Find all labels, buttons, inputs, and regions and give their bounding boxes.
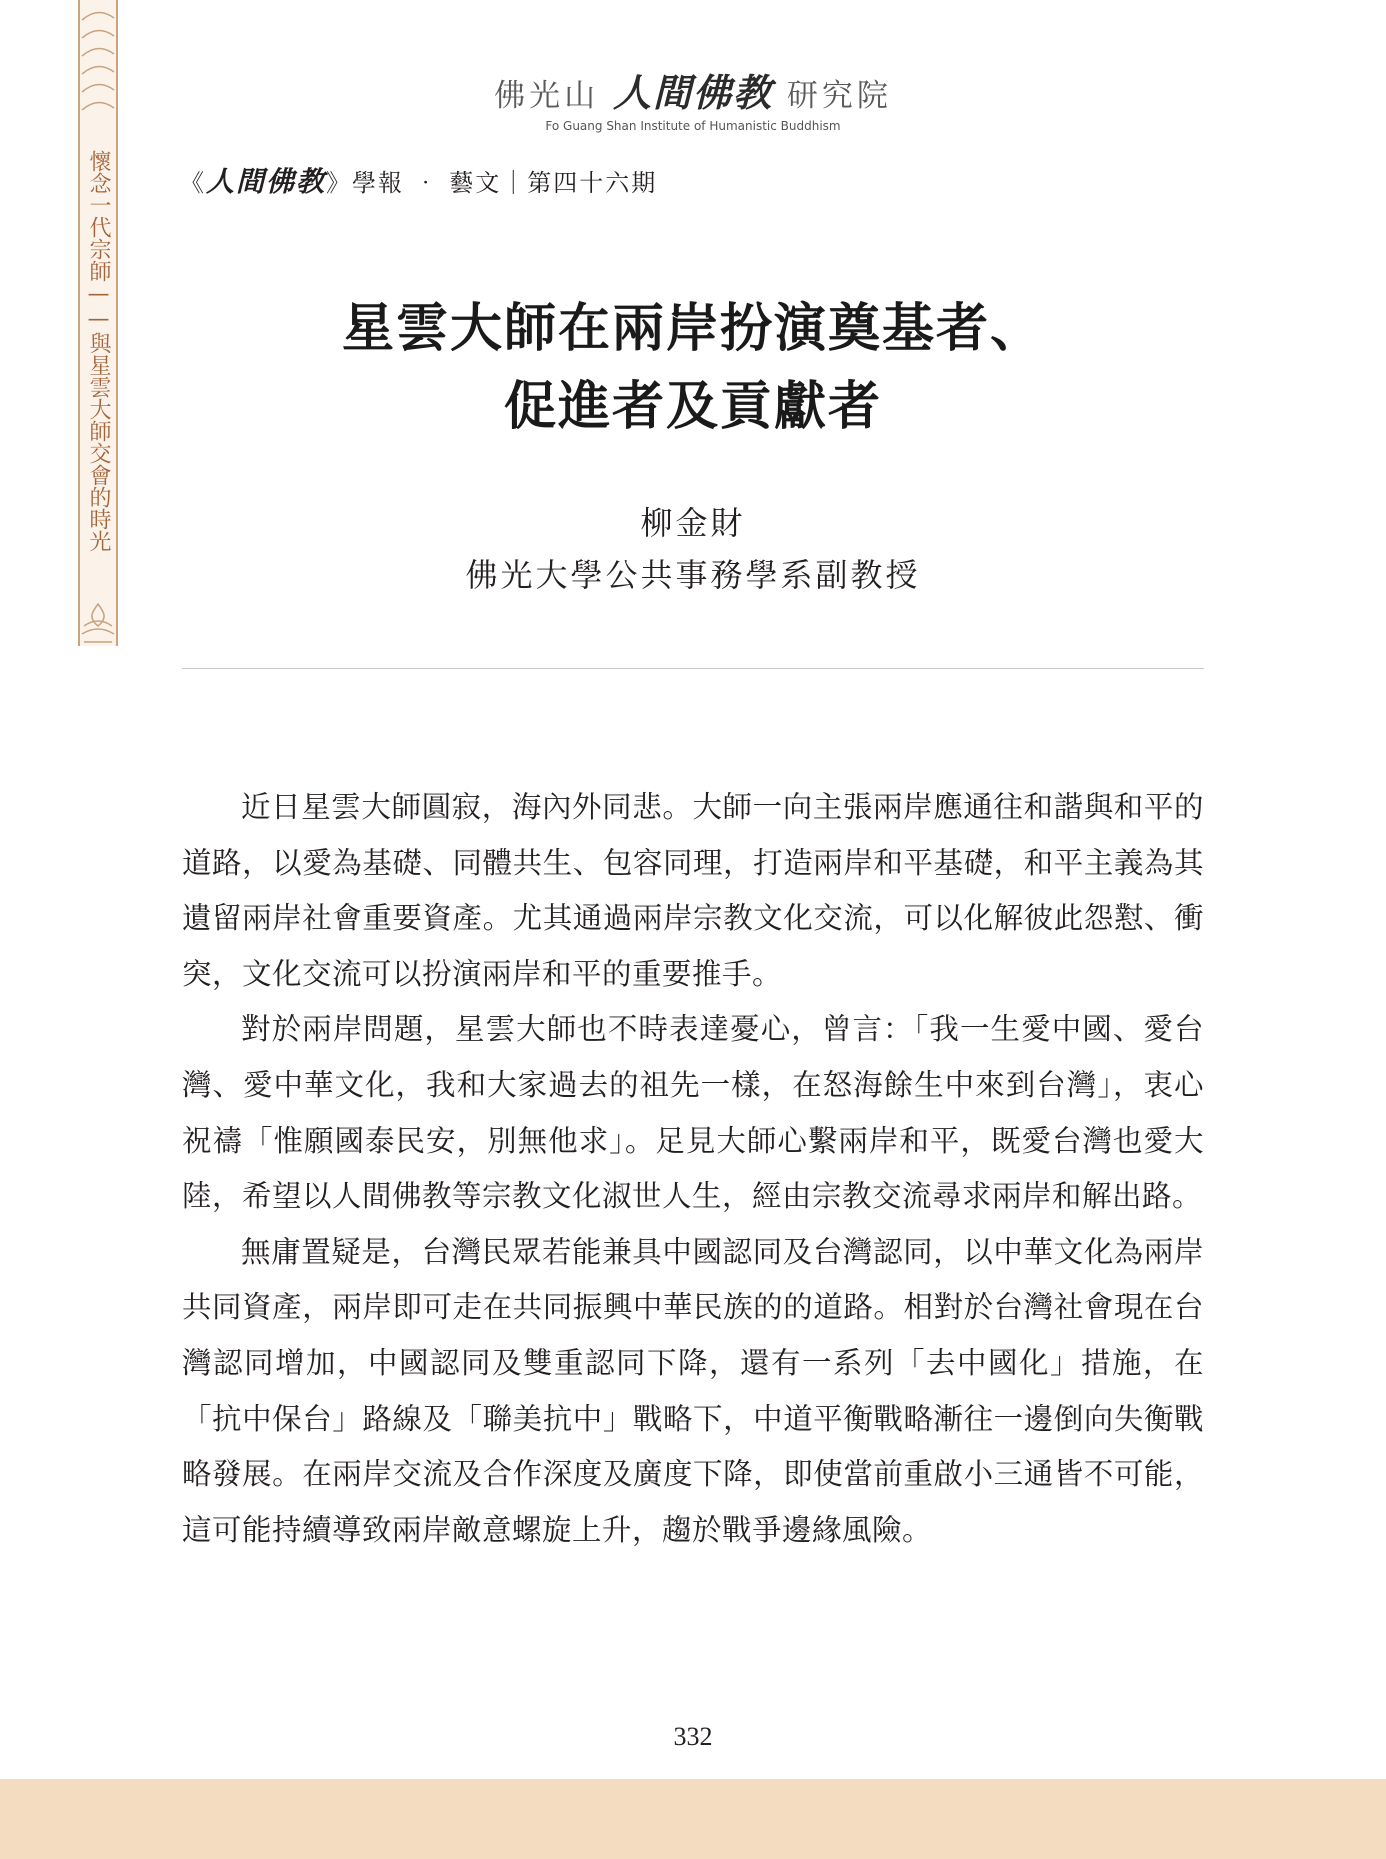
journal-running-header — [180, 160, 657, 200]
institute-suffix: 研究院 — [786, 78, 892, 114]
journal-issue: 學報 ‧ 藝文｜第四十六期 — [352, 169, 658, 197]
article-body — [182, 780, 1204, 1558]
institute-english-name: Fo Guang Shan Institute of Humanistic Buddhism — [545, 119, 841, 133]
body-paragraph: 對於兩岸問題，星雲大師也不時表達憂心，曾言：「我一生愛中國、愛台灣、愛中華文化，我和大家過去的祖先一樣，在怒海餘生中來到台灣」，衷心祝禱「惟願國泰民安，別無他求」。足見大師心繫兩岸和平，既愛台灣也愛大陸，希望以人間佛教等宗教文化淑世人生，經由宗教交流尋求兩岸和解出路。 — [182, 1012, 1204, 1214]
author-affiliation: 佛光大學公共事務學系副教授 — [465, 556, 921, 594]
body-paragraph: 無庸置疑是，台灣民眾若能兼具中國認同及台灣認同，以中華文化為兩岸共同資產，兩岸即可走在共同振興中華民族的的道路。相對於台灣社會現在台灣認同增加，中國認同及雙重認同下降，還有一系列「去中國化」措施，在「抗中保台」路線及「聯美抗中」戰略下，中道平衡戰略漸往一邊倒向失衡戰略發展。在兩岸交流及合作深度及廣度下降，即使當前重啟小三通皆不可能，這可能持續導致兩岸敵意螺旋上升，趨於戰爭邊緣風險。 — [182, 1234, 1204, 1547]
lotus-ornament-icon — [80, 600, 116, 646]
institute-header — [0, 62, 1386, 133]
footer-band — [0, 1779, 1386, 1859]
title-line-2: 促進者及貢獻者 — [503, 376, 882, 437]
institute-name — [0, 62, 1386, 117]
body-paragraph: 近日星雲大師圓寂，海內外同悲。大師一向主張兩岸應通往和諧與和平的道路，以愛為基礎、同體共生、包容同理，打造兩岸和平基礎，和平主義為其遺留兩岸社會重要資產。尤其通過兩岸宗教文化交流，可以化解彼此怨懟、衝突，文化交流可以扮演兩岸和平的重要推手。 — [182, 790, 1204, 991]
journal-brush-title: 人間佛教 — [206, 165, 327, 198]
author-name: 柳金財 — [640, 504, 746, 542]
page-number: 332 — [673, 1722, 713, 1751]
institute-prefix: 佛光山 — [494, 78, 600, 114]
side-tab-label: 懷念一代宗師——與星雲大師交會的時光 — [86, 150, 111, 552]
article-title — [0, 290, 1386, 446]
journal-close-bracket: 》 — [326, 169, 353, 197]
institute-brush-logo: 人間佛教 — [612, 70, 773, 115]
journal-open-bracket: 《 — [180, 169, 206, 197]
author-block — [0, 497, 1386, 601]
title-line-1: 星雲大師在兩岸扮演奠基者、 — [341, 298, 1044, 359]
title-divider — [182, 668, 1204, 669]
